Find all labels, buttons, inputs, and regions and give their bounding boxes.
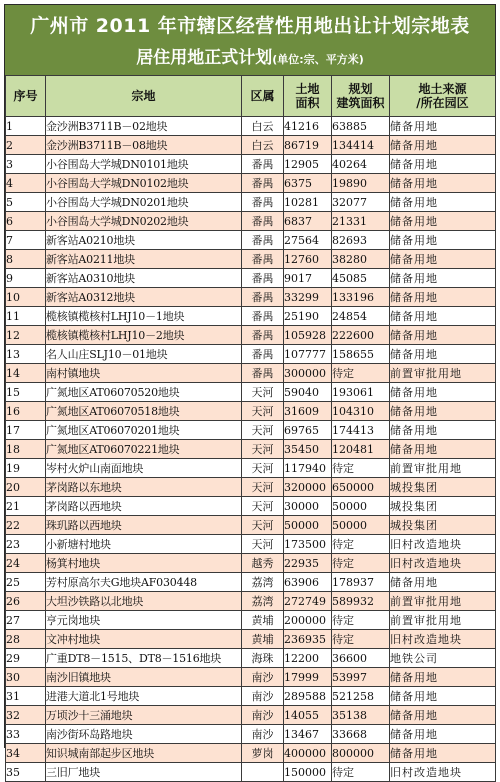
cell-no: 34: [6, 744, 46, 763]
cell-no: 10: [6, 288, 46, 307]
cell-plot-name: 大坦沙铁路以北地块: [46, 592, 242, 611]
cell-land-source: 储备用地: [390, 383, 496, 402]
table-row: [6, 630, 496, 649]
cell-land-area: 300000: [284, 364, 332, 383]
cell-build-area: 50000: [332, 516, 390, 535]
cell-plot-name: 新客站A0210地块: [46, 231, 242, 250]
cell-land-source: 前置审批用地: [390, 592, 496, 611]
cell-land-source: 储备用地: [390, 421, 496, 440]
cell-district: 天河: [242, 516, 284, 535]
cell-land-source: 储备用地: [390, 744, 496, 763]
header-no: 序号: [6, 76, 46, 117]
table-row: [6, 250, 496, 269]
cell-land-source: 储备用地: [390, 212, 496, 231]
cell-plot-name: 新客站A0310地块: [46, 269, 242, 288]
table-row: [6, 174, 496, 193]
cell-land-area: 13467: [284, 725, 332, 744]
cell-land-area: 17999: [284, 668, 332, 687]
cell-land-source: 旧村改造地块: [390, 535, 496, 554]
cell-build-area: 589932: [332, 592, 390, 611]
table-row: [6, 402, 496, 421]
cell-plot-name: 广重DT8－1515、DT8－1516地块: [46, 649, 242, 668]
cell-build-area: 待定: [332, 535, 390, 554]
cell-no: 15: [6, 383, 46, 402]
cell-plot-name: 南沙街环岛路地块: [46, 725, 242, 744]
cell-land-source: 储备用地: [390, 706, 496, 725]
cell-district: 天河: [242, 497, 284, 516]
cell-plot-name: 榄核镇榄核村LHJ10－1地块: [46, 307, 242, 326]
table-row: [6, 516, 496, 535]
cell-district: 番禺: [242, 174, 284, 193]
cell-no: 16: [6, 402, 46, 421]
cell-district: 番禺: [242, 269, 284, 288]
header-name: 宗地: [46, 76, 242, 117]
cell-district: 番禺: [242, 250, 284, 269]
header-build-area-line2: 建筑面积: [336, 96, 385, 110]
cell-build-area: 待定: [332, 611, 390, 630]
table-row: [6, 231, 496, 250]
title-banner: [5, 5, 495, 75]
cell-land-source: 储备用地: [390, 288, 496, 307]
cell-land-area: 150000: [284, 763, 332, 782]
cell-land-source: 旧村改造地块: [390, 763, 496, 782]
cell-district: 白云: [242, 117, 284, 136]
cell-land-source: 储备用地: [390, 136, 496, 155]
cell-build-area: 32077: [332, 193, 390, 212]
cell-land-source: 储备用地: [390, 307, 496, 326]
cell-no: 1: [6, 117, 46, 136]
cell-district: 番禺: [242, 231, 284, 250]
cell-no: 26: [6, 592, 46, 611]
table-row: [6, 345, 496, 364]
cell-land-area: 9017: [284, 269, 332, 288]
table-row: [6, 459, 496, 478]
cell-land-source: 储备用地: [390, 725, 496, 744]
header-build-area: [332, 76, 390, 117]
cell-plot-name: 三旧厂地块: [46, 763, 242, 782]
cell-plot-name: 小新塘村地块: [46, 535, 242, 554]
table-row: [6, 573, 496, 592]
cell-no: 27: [6, 611, 46, 630]
cell-no: 7: [6, 231, 46, 250]
header-land-area-line1: 土地: [295, 82, 320, 96]
cell-district: 南沙: [242, 687, 284, 706]
cell-district: 黄埔: [242, 630, 284, 649]
cell-plot-name: 进港大道北1号地块: [46, 687, 242, 706]
cell-plot-name: 小谷围岛大学城DN0201地块: [46, 193, 242, 212]
cell-district: 萝岗: [242, 744, 284, 763]
table-row: [6, 687, 496, 706]
cell-build-area: 222600: [332, 326, 390, 345]
cell-plot-name: 广氮地区AT06070520地块: [46, 383, 242, 402]
cell-build-area: 35138: [332, 706, 390, 725]
cell-land-source: 储备用地: [390, 155, 496, 174]
cell-district: 番禺: [242, 193, 284, 212]
cell-plot-name: 芳村原高尔夫G地块AF030448: [46, 573, 242, 592]
cell-no: 30: [6, 668, 46, 687]
cell-build-area: 待定: [332, 630, 390, 649]
cell-land-area: 236935: [284, 630, 332, 649]
cell-district: 天河: [242, 535, 284, 554]
cell-land-source: 储备用地: [390, 687, 496, 706]
table-row: [6, 288, 496, 307]
cell-land-source: 储备用地: [390, 440, 496, 459]
cell-land-source: 储备用地: [390, 250, 496, 269]
table-row: [6, 136, 496, 155]
cell-district: 天河: [242, 402, 284, 421]
cell-land-source: 旧村改造地块: [390, 630, 496, 649]
cell-land-source: 储备用地: [390, 174, 496, 193]
cell-no: 33: [6, 725, 46, 744]
cell-land-area: 107777: [284, 345, 332, 364]
cell-build-area: 38280: [332, 250, 390, 269]
table-row: [6, 440, 496, 459]
cell-no: 12: [6, 326, 46, 345]
cell-plot-name: 小谷围岛大学城DN0101地块: [46, 155, 242, 174]
document-title: 广州市 2011 年市辖区经营性用地出让计划宗地表: [30, 15, 470, 37]
header-land-area-line2: 面积: [295, 96, 320, 110]
cell-plot-name: 岑村火炉山南面地块: [46, 459, 242, 478]
cell-land-area: 289588: [284, 687, 332, 706]
cell-no: 19: [6, 459, 46, 478]
cell-land-source: 储备用地: [390, 117, 496, 136]
cell-land-area: 31609: [284, 402, 332, 421]
cell-land-area: 173500: [284, 535, 332, 554]
cell-land-source: 储备用地: [390, 345, 496, 364]
cell-no: 29: [6, 649, 46, 668]
cell-district: 天河: [242, 440, 284, 459]
cell-build-area: 36600: [332, 649, 390, 668]
cell-land-source: 地铁公司: [390, 649, 496, 668]
cell-district: 越秀: [242, 554, 284, 573]
cell-district: [242, 763, 284, 782]
cell-build-area: 待定: [332, 459, 390, 478]
cell-district: 番禺: [242, 155, 284, 174]
cell-build-area: 158655: [332, 345, 390, 364]
cell-land-area: 200000: [284, 611, 332, 630]
cell-land-source: 储备用地: [390, 231, 496, 250]
cell-plot-name: 茅岗路以东地块: [46, 478, 242, 497]
cell-land-area: 27564: [284, 231, 332, 250]
cell-land-area: 59040: [284, 383, 332, 402]
table-row: [6, 497, 496, 516]
cell-land-source: 储备用地: [390, 326, 496, 345]
table-row: [6, 668, 496, 687]
cell-district: 番禺: [242, 212, 284, 231]
cell-land-area: 35450: [284, 440, 332, 459]
cell-plot-name: 金沙洲B3711B－02地块: [46, 117, 242, 136]
cell-build-area: 650000: [332, 478, 390, 497]
cell-plot-name: 广氮地区AT06070518地块: [46, 402, 242, 421]
cell-build-area: 104310: [332, 402, 390, 421]
cell-no: 24: [6, 554, 46, 573]
cell-build-area: 178937: [332, 573, 390, 592]
table-row: [6, 611, 496, 630]
cell-district: 天河: [242, 383, 284, 402]
cell-district: 天河: [242, 478, 284, 497]
table-row: [6, 592, 496, 611]
cell-land-area: 6837: [284, 212, 332, 231]
table-row: [6, 554, 496, 573]
table-body: [6, 117, 496, 782]
cell-no: 32: [6, 706, 46, 725]
cell-build-area: 24854: [332, 307, 390, 326]
cell-district: 海珠: [242, 649, 284, 668]
cell-plot-name: 新客站A0312地块: [46, 288, 242, 307]
header-source-line2: /所在园区: [416, 96, 469, 110]
cell-no: 20: [6, 478, 46, 497]
table-row: [6, 535, 496, 554]
table-row: [6, 155, 496, 174]
cell-land-source: 城投集团: [390, 516, 496, 535]
cell-land-source: 前置审批用地: [390, 611, 496, 630]
cell-land-area: 63906: [284, 573, 332, 592]
cell-plot-name: 榄核镇榄核村LHJ10－2地块: [46, 326, 242, 345]
cell-land-area: 69765: [284, 421, 332, 440]
cell-plot-name: 杨箕村地块: [46, 554, 242, 573]
cell-plot-name: 小谷围岛大学城DN0102地块: [46, 174, 242, 193]
cell-land-area: 10281: [284, 193, 332, 212]
cell-land-area: 400000: [284, 744, 332, 763]
cell-district: 番禺: [242, 307, 284, 326]
table-row: [6, 326, 496, 345]
cell-build-area: 82693: [332, 231, 390, 250]
cell-no: 11: [6, 307, 46, 326]
cell-land-area: 14055: [284, 706, 332, 725]
cell-no: 2: [6, 136, 46, 155]
cell-plot-name: 文冲村地块: [46, 630, 242, 649]
cell-build-area: 800000: [332, 744, 390, 763]
land-plot-table: [5, 75, 496, 782]
cell-land-area: 33299: [284, 288, 332, 307]
cell-plot-name: 珠玑路以西地块: [46, 516, 242, 535]
table-row: [6, 649, 496, 668]
cell-no: 21: [6, 497, 46, 516]
table-row: [6, 706, 496, 725]
table-row: [6, 383, 496, 402]
cell-build-area: 193061: [332, 383, 390, 402]
table-row: [6, 117, 496, 136]
table-row: [6, 744, 496, 763]
table-row: [6, 212, 496, 231]
cell-no: 14: [6, 364, 46, 383]
cell-land-area: 272749: [284, 592, 332, 611]
cell-district: 天河: [242, 421, 284, 440]
header-source-line1: 地土来源: [418, 82, 467, 96]
cell-no: 22: [6, 516, 46, 535]
cell-build-area: 45085: [332, 269, 390, 288]
cell-build-area: 待定: [332, 364, 390, 383]
cell-no: 23: [6, 535, 46, 554]
document-subtitle: [5, 43, 495, 68]
cell-land-source: 城投集团: [390, 497, 496, 516]
cell-no: 3: [6, 155, 46, 174]
cell-build-area: 63885: [332, 117, 390, 136]
cell-plot-name: 广氮地区AT06070201地块: [46, 421, 242, 440]
cell-district: 南沙: [242, 725, 284, 744]
cell-district: 荔湾: [242, 573, 284, 592]
cell-build-area: 33668: [332, 725, 390, 744]
cell-land-area: 41216: [284, 117, 332, 136]
cell-district: 番禺: [242, 345, 284, 364]
cell-land-source: 前置审批用地: [390, 459, 496, 478]
cell-land-source: 旧村改造地块: [390, 554, 496, 573]
cell-no: 6: [6, 212, 46, 231]
land-plan-sheet: [4, 4, 496, 779]
cell-land-area: 320000: [284, 478, 332, 497]
cell-district: 番禺: [242, 364, 284, 383]
header-source: [390, 76, 496, 117]
cell-district: 荔湾: [242, 592, 284, 611]
cell-plot-name: 茅岗路以西地块: [46, 497, 242, 516]
cell-district: 白云: [242, 136, 284, 155]
cell-land-source: 储备用地: [390, 193, 496, 212]
cell-land-source: 储备用地: [390, 668, 496, 687]
cell-no: 5: [6, 193, 46, 212]
cell-build-area: 21331: [332, 212, 390, 231]
cell-build-area: 50000: [332, 497, 390, 516]
cell-build-area: 待定: [332, 763, 390, 782]
unit-note: (单位:宗、平方米): [272, 53, 364, 66]
cell-build-area: 134414: [332, 136, 390, 155]
cell-land-area: 105928: [284, 326, 332, 345]
table-row: [6, 478, 496, 497]
cell-land-area: 22935: [284, 554, 332, 573]
cell-land-source: 前置审批用地: [390, 364, 496, 383]
table-row: [6, 725, 496, 744]
cell-no: 17: [6, 421, 46, 440]
cell-build-area: 174413: [332, 421, 390, 440]
cell-district: 黄埔: [242, 611, 284, 630]
header-district: 区属: [242, 76, 284, 117]
cell-land-area: 6375: [284, 174, 332, 193]
subtitle-text: 居住用地正式计划: [136, 48, 273, 68]
table-row: [6, 421, 496, 440]
cell-plot-name: 广氮地区AT06070221地块: [46, 440, 242, 459]
cell-build-area: 521258: [332, 687, 390, 706]
cell-land-area: 117940: [284, 459, 332, 478]
cell-build-area: 53997: [332, 668, 390, 687]
cell-district: 天河: [242, 459, 284, 478]
cell-plot-name: 新客站A0211地块: [46, 250, 242, 269]
cell-land-area: 50000: [284, 516, 332, 535]
cell-build-area: 40264: [332, 155, 390, 174]
cell-no: 25: [6, 573, 46, 592]
cell-no: 13: [6, 345, 46, 364]
cell-land-area: 25190: [284, 307, 332, 326]
cell-no: 18: [6, 440, 46, 459]
header-land-area: [284, 76, 332, 117]
cell-build-area: 120481: [332, 440, 390, 459]
table-row: [6, 364, 496, 383]
cell-district: 南沙: [242, 706, 284, 725]
cell-land-area: 12760: [284, 250, 332, 269]
cell-district: 南沙: [242, 668, 284, 687]
cell-land-area: 30000: [284, 497, 332, 516]
cell-plot-name: 小谷围岛大学城DN0202地块: [46, 212, 242, 231]
cell-plot-name: 亨元岗地块: [46, 611, 242, 630]
cell-land-area: 12200: [284, 649, 332, 668]
cell-plot-name: 万顷沙十三涌地块: [46, 706, 242, 725]
cell-plot-name: 南沙旧镇地块: [46, 668, 242, 687]
cell-land-area: 86719: [284, 136, 332, 155]
cell-district: 番禺: [242, 326, 284, 345]
cell-no: 35: [6, 763, 46, 782]
cell-build-area: 133196: [332, 288, 390, 307]
table-header-row: [6, 76, 496, 117]
cell-build-area: 待定: [332, 554, 390, 573]
cell-no: 9: [6, 269, 46, 288]
cell-no: 4: [6, 174, 46, 193]
cell-no: 31: [6, 687, 46, 706]
cell-land-source: 储备用地: [390, 269, 496, 288]
cell-plot-name: 知识城南部起步区地块: [46, 744, 242, 763]
cell-plot-name: 南村镇地块: [46, 364, 242, 383]
cell-land-source: 储备用地: [390, 573, 496, 592]
cell-district: 番禺: [242, 288, 284, 307]
cell-plot-name: 金沙洲B3711B－08地块: [46, 136, 242, 155]
table-row: [6, 307, 496, 326]
cell-no: 28: [6, 630, 46, 649]
cell-land-source: 储备用地: [390, 402, 496, 421]
cell-build-area: 19890: [332, 174, 390, 193]
table-row: [6, 763, 496, 782]
table-row: [6, 269, 496, 288]
header-build-area-line1: 规划: [348, 82, 373, 96]
cell-plot-name: 名人山庄SLJ10－01地块: [46, 345, 242, 364]
cell-no: 8: [6, 250, 46, 269]
table-row: [6, 193, 496, 212]
cell-land-source: 城投集团: [390, 478, 496, 497]
cell-land-area: 12905: [284, 155, 332, 174]
